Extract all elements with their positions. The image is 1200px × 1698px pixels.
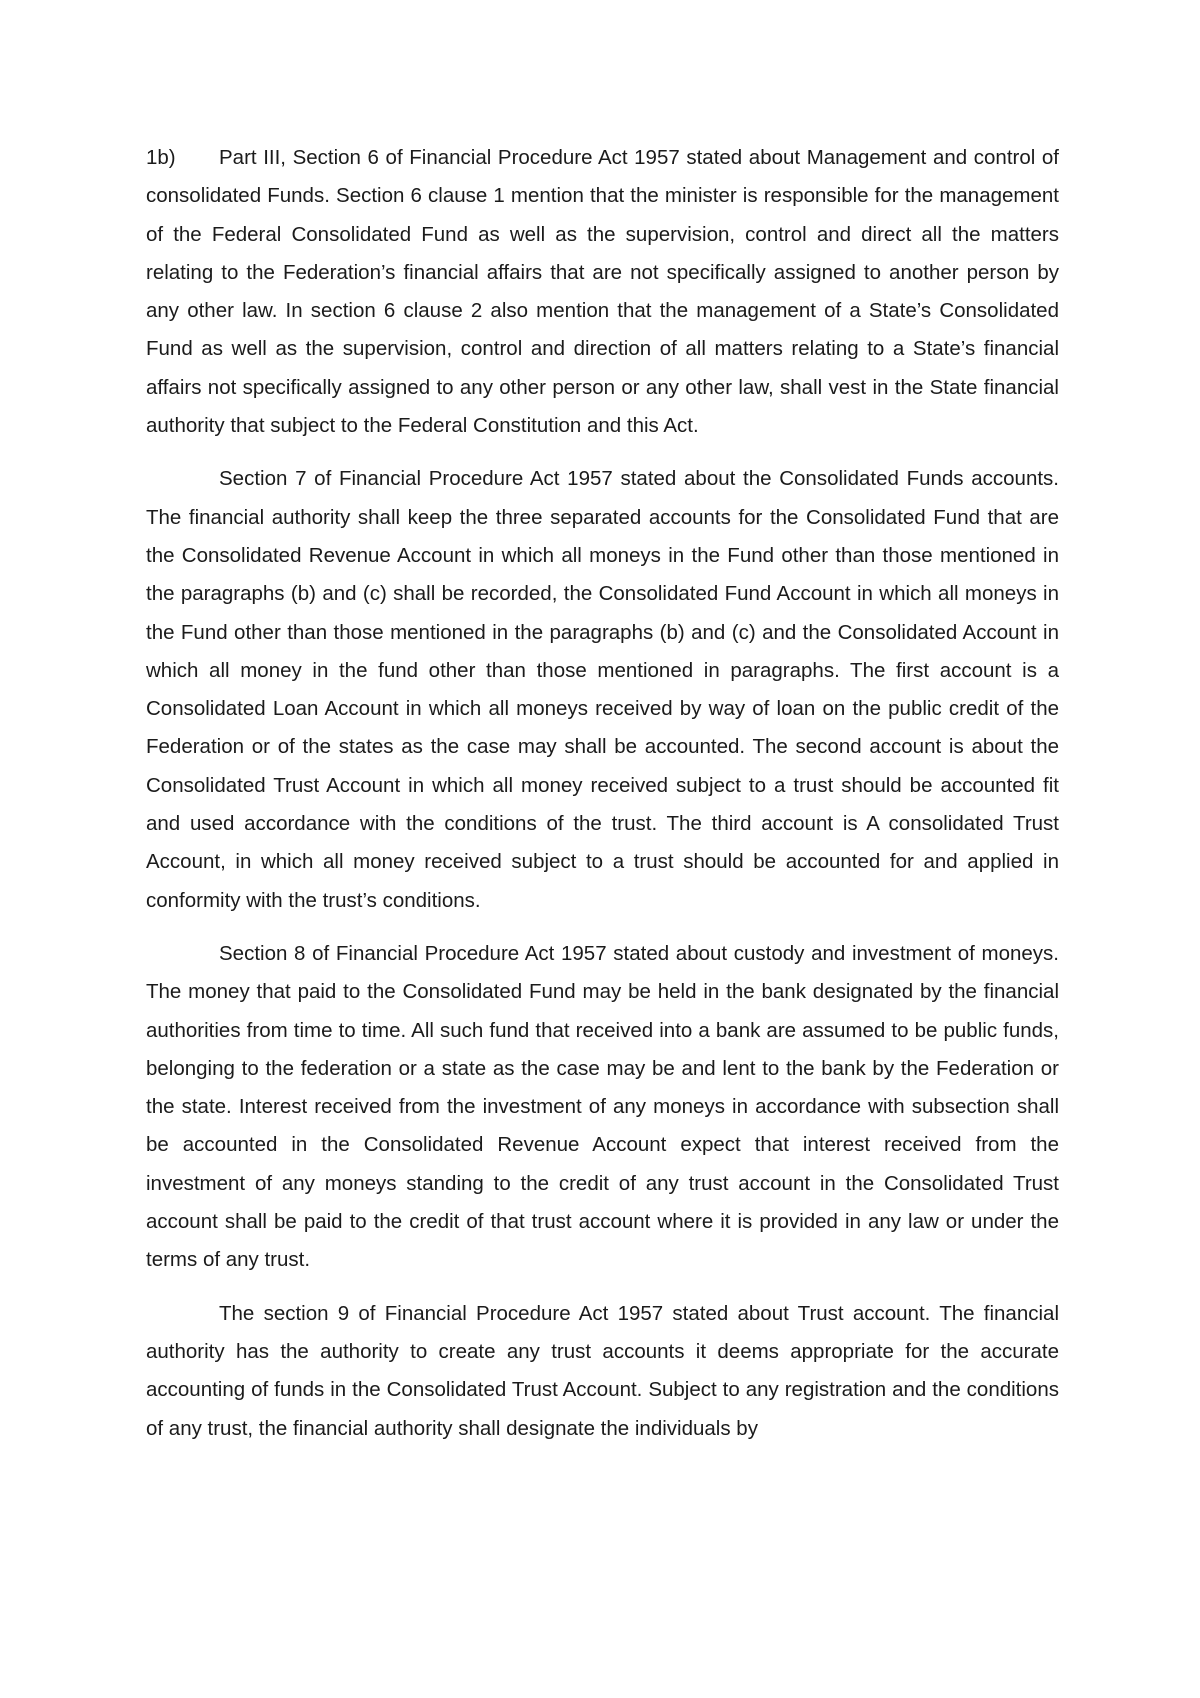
document-body: [146, 139, 1059, 1463]
paragraph-section-9: The section 9 of Financial Procedure Act 1957 stated about Trust account. The financial authority has the authority to create any trust accounts it deems appropriate for the accurate accounting of funds in the Consolidated Trust Account. Subject to any registration and the conditions of any trust, the financial authority shall designate the individuals by: [146, 1301, 1059, 1440]
paragraph-1b: [146, 139, 1059, 445]
paragraph-label: 1b): [146, 146, 176, 169]
paragraph-text: Part III, Section 6 of Financial Procedure Act 1957 stated about Management and control of consolidated Funds. Section 6 clause 1 mention that the minister is responsible for the management of the Federal Consolidated Fund as well as the supervision, control and direct all the matters relating to the Federation’s financial affairs that are not specifically assigned to another person by any other law. In section 6 clause 2 also mention that the management of a State’s Consolidated Fund as well as the supervision, control and direction of all matters relating to a State’s financial affairs not specifically assigned to any other person or any other law, shall vest in the State financial authority that subject to the Federal Constitution and this Act.: [146, 146, 1059, 438]
paragraph-section-7: Section 7 of Financial Procedure Act 1957 stated about the Consolidated Funds accounts. The financial authority shall keep the three separated accounts for the Consolidated Fund that are the Consolidated Revenue Account in which all moneys in the Fund other than those mentioned in the paragraphs (b) and (c) shall be recorded, the Consolidated Fund Account in which all moneys in the Fund other than those mentioned in the paragraphs (b) and (c) and the Consolidated Account in which all money in the fund other than those mentioned in paragraphs. The first account is a Consolidated Loan Account in which all moneys received by way of loan on the public credit of the Federation or of the states as the case may shall be accounted. The second account is about the Consolidated Trust Account in which all money received subject to a trust should be accounted fit and used accordance with the conditions of the trust. The third account is A consolidated Trust Account, in which all money received subject to a trust should be accounted for and applied in conformity with the trust’s conditions.: [146, 467, 1059, 912]
paragraph-section-8: Section 8 of Financial Procedure Act 1957 stated about custody and investment of moneys. The money that paid to the Consolidated Fund may be held in the bank designated by the financial authorities from time to time. All such fund that received into a bank are assumed to be public funds, belonging to the federation or a state as the case may be and lent to the bank by the Federation or the state. Interest received from the investment of any moneys in accordance with subsection shall be accounted in the Consolidated Revenue Account expect that interest received from the investment of any moneys standing to the credit of any trust account in the Consolidated Trust account shall be paid to the credit of that trust account where it is provided in any law or under the terms of any trust.: [146, 941, 1059, 1272]
